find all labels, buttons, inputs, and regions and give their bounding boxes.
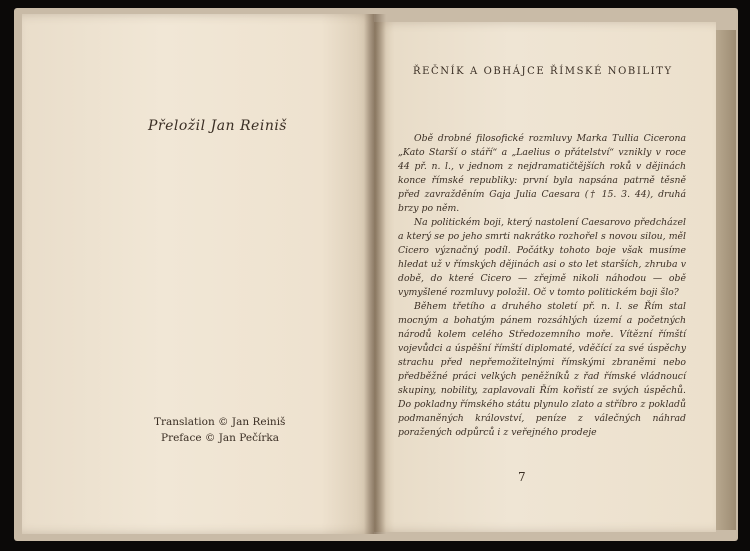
translation-credit: Translation © Jan Reiniš — [154, 416, 286, 428]
copyright-credits — [154, 414, 285, 446]
paragraph: Obě drobné filosofické rozmluvy Marka Tullia Cicerona „Kato Starší o stáří“ a „Laelius o přátelství“ vznikly v roce 44 př. n. l., v jednom z nejdramatičtějších roků v dějinách konce římské republiky: první byla napsána patrně těsně před zavražděním Gaja Julia Caesara († 15. 3. 44), druhá brzy po něm. — [398, 133, 686, 214]
preface-credit: Preface © Jan Pečírka — [161, 432, 279, 444]
translator-line: Přeložil Jan Reiniš — [148, 118, 287, 134]
page-block-edge — [716, 30, 736, 530]
left-page — [22, 14, 374, 534]
body-text — [398, 132, 686, 440]
page-number: 7 — [518, 470, 526, 484]
paragraph: Během třetího a druhého století př. n. l. se Řím stal mocným a bohatým pánem rozsáhlých území a početných národů kolem celého Středozemního moře. Vítězní římští vojevůdci a úspěšní římští diplomaté, vděčící za své úspěchy strachu před nepřemožitelnými římskými zbraněmi nebo předběžné práci velkých peněžníků z řad římské vládnoucí skupiny, nobility, zaplavovali Řím kořistí ze svých úspěchů. Do pokladny římského státu plynulo zlato a stříbro z pokladů podmaněných království, peníze z válečných náhrad poražených odpůrců i z veřejného prodeje — [398, 301, 686, 438]
running-head: ŘEČNÍK A OBHÁJCE ŘÍMSKÉ NOBILITY — [413, 66, 673, 77]
book-gutter — [364, 14, 386, 534]
paragraph: Na politickém boji, který nastolení Caesarovo předcházel a který se po jeho smrti nakrátko rozhořel s novou silou, měl Cicero význačný podíl. Počátky tohoto boje však musíme hledat už v římských dějinách asi o sto let starších, zhruba v době, do které Cicero — zřejmě nikoli náhodou — obě vymyšlené rozmluvy položil. Oč v tomto politickém boji šlo? — [398, 217, 686, 298]
